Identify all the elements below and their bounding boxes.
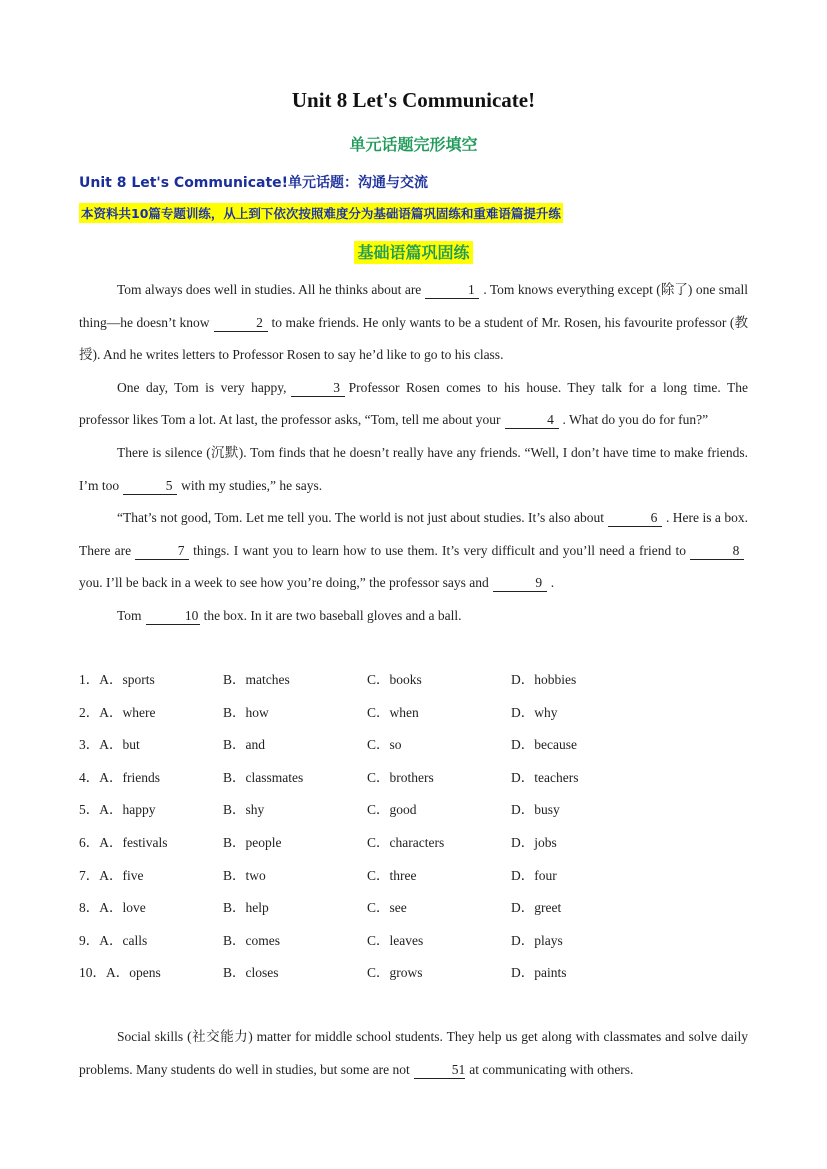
passage-paragraph — [79, 600, 748, 633]
passage-paragraph — [79, 372, 748, 437]
passage-text: Tom always does well in studies. All he thinks about are — [117, 282, 422, 297]
page-title: Unit 8 Let's Communicate! — [291, 88, 536, 112]
passage-paragraph — [79, 437, 748, 502]
passage-text: . Tom knows everything except (除了) one small thing—he doesn’t know — [79, 282, 748, 330]
highlighted-note: 本资料共10篇专题训练，从上到下依次按照难度分为基础语篇巩固练和重难语篇提升练 — [79, 203, 563, 223]
option-row — [79, 929, 748, 962]
blank-9: 9 — [493, 575, 547, 592]
passage-paragraph — [79, 1021, 748, 1086]
question-number: 5． — [79, 802, 100, 818]
option-b: B．closes — [223, 965, 279, 981]
option-b: B．help — [223, 900, 269, 916]
question-number: 8． — [79, 900, 100, 916]
option-d: D．four — [511, 867, 557, 883]
option-a: A．friends — [99, 769, 160, 785]
option-d: D．plays — [511, 932, 563, 948]
passage-text: “That’s not good, Tom. Let me tell you. The world is not just about studies. It’s also about — [117, 510, 604, 526]
option-row — [79, 798, 748, 831]
cloze-passage-2 — [79, 1021, 748, 1086]
passage-text: with my studies,” he says. — [181, 477, 323, 493]
option-a: A．but — [99, 737, 140, 753]
question-number: 3． — [79, 737, 100, 753]
blank-5: 5 — [123, 478, 177, 495]
blank-6: 6 — [608, 510, 662, 527]
passage-text: . Here is a box. There are — [79, 510, 748, 558]
question-number: 4． — [79, 769, 100, 785]
section-heading — [0, 240, 827, 263]
page-subtitle: 单元话题完形填空 — [349, 135, 478, 154]
option-d: D．why — [511, 704, 558, 720]
option-row — [79, 864, 748, 897]
option-d: D．greet — [511, 900, 562, 916]
question-number: 1． — [79, 672, 100, 687]
passage-paragraph — [79, 274, 748, 372]
option-row — [79, 668, 748, 701]
option-b: B．people — [223, 834, 282, 850]
option-d: D．because — [511, 737, 577, 753]
option-d: D．busy — [511, 802, 560, 818]
option-b: B．and — [223, 737, 265, 753]
option-b: B．how — [223, 704, 269, 720]
option-row — [79, 961, 748, 994]
option-a: A．five — [99, 867, 144, 883]
option-row — [79, 831, 748, 864]
passage-text: to make friends. He only wants to be a student of Mr. Rosen, his favourite professor (教授). And he writes letters to Professor Rosen to say he’d like to go to his class. — [79, 314, 749, 363]
option-c: C．so — [367, 737, 402, 753]
option-b: B．shy — [223, 802, 265, 818]
option-b: B．matches — [223, 672, 290, 687]
question-number: 6． — [79, 834, 100, 850]
option-a: A．happy — [99, 802, 156, 818]
option-c: C．books — [367, 672, 422, 687]
option-a: A．opens — [106, 965, 161, 981]
question-number: 2． — [79, 704, 100, 720]
blank-8: 8 — [690, 543, 744, 560]
passage-text: Professor Rosen comes to his house. They talk for a long time. The professor likes Tom a lot. At last, the professor asks, “Tom, tell me about your — [79, 379, 748, 428]
passage-text: you. I’ll be back in a week to see how you’re doing,” the professor says and — [79, 575, 489, 591]
passage-text: the box. In it are two baseball gloves and a ball. — [203, 607, 462, 623]
passage-text: . What do you do for fun?” — [562, 412, 709, 428]
passage-text: There is silence (沉默). Tom finds that he doesn’t really have any friends. “Well, I don’t have time to make friends. I’m too — [79, 444, 748, 493]
answer-options — [79, 668, 748, 994]
option-c: C．when — [367, 704, 419, 720]
blank-2: 2 — [214, 315, 268, 332]
option-c: C．brothers — [367, 769, 434, 785]
cloze-passage-1 — [79, 274, 748, 633]
option-c: C．characters — [367, 834, 445, 850]
blank-1: 1 — [425, 282, 479, 299]
option-a: A．love — [99, 900, 146, 916]
option-c: C．see — [367, 900, 407, 916]
option-d: D．hobbies — [511, 672, 577, 687]
passage-text: One day, Tom is very happy, — [117, 379, 287, 395]
option-a: A．festivals — [99, 834, 168, 850]
option-row — [79, 701, 748, 734]
passage-text: Social skills (社交能力) matter for middle school students. They help us get along with classmates and solve daily problems. Many students do well in studies, but some are not — [79, 1029, 748, 1077]
option-d: D．jobs — [511, 834, 557, 850]
question-number: 7． — [79, 867, 100, 883]
option-b: B．two — [223, 867, 266, 883]
option-a: A．sports — [99, 672, 155, 687]
option-a: A．where — [99, 704, 156, 720]
option-row — [79, 766, 748, 799]
option-d: D．paints — [511, 965, 567, 981]
option-c: C．good — [367, 802, 417, 818]
passage-text: things. I want you to learn how to use them. It’s very difficult and you’ll need a friend to — [193, 542, 686, 558]
option-a: A．calls — [99, 932, 148, 948]
passage-paragraph — [79, 502, 748, 600]
blank-10: 10 — [146, 608, 200, 625]
passage-text: Tom — [117, 607, 142, 623]
option-row — [79, 896, 748, 929]
question-number: 10． — [79, 965, 106, 981]
blank-51: 51 — [414, 1062, 466, 1079]
option-row — [79, 733, 748, 766]
passage-text: at communicating with others. — [469, 1061, 634, 1077]
option-b: B．classmates — [223, 769, 304, 785]
blank-3: 3 — [291, 380, 345, 397]
option-b: B．comes — [223, 932, 280, 948]
option-c: C．grows — [367, 965, 423, 981]
option-c: C．leaves — [367, 932, 424, 948]
unit-topic-line: Unit 8 Let's Communicate!单元话题：沟通与交流 — [79, 175, 429, 191]
blank-7: 7 — [135, 543, 189, 560]
blank-4: 4 — [505, 412, 559, 429]
question-number: 9． — [79, 932, 100, 948]
option-c: C．three — [367, 867, 417, 883]
passage-text: . — [550, 575, 555, 591]
option-d: D．teachers — [511, 769, 579, 785]
section-heading-label: 基础语篇巩固练 — [354, 241, 472, 264]
